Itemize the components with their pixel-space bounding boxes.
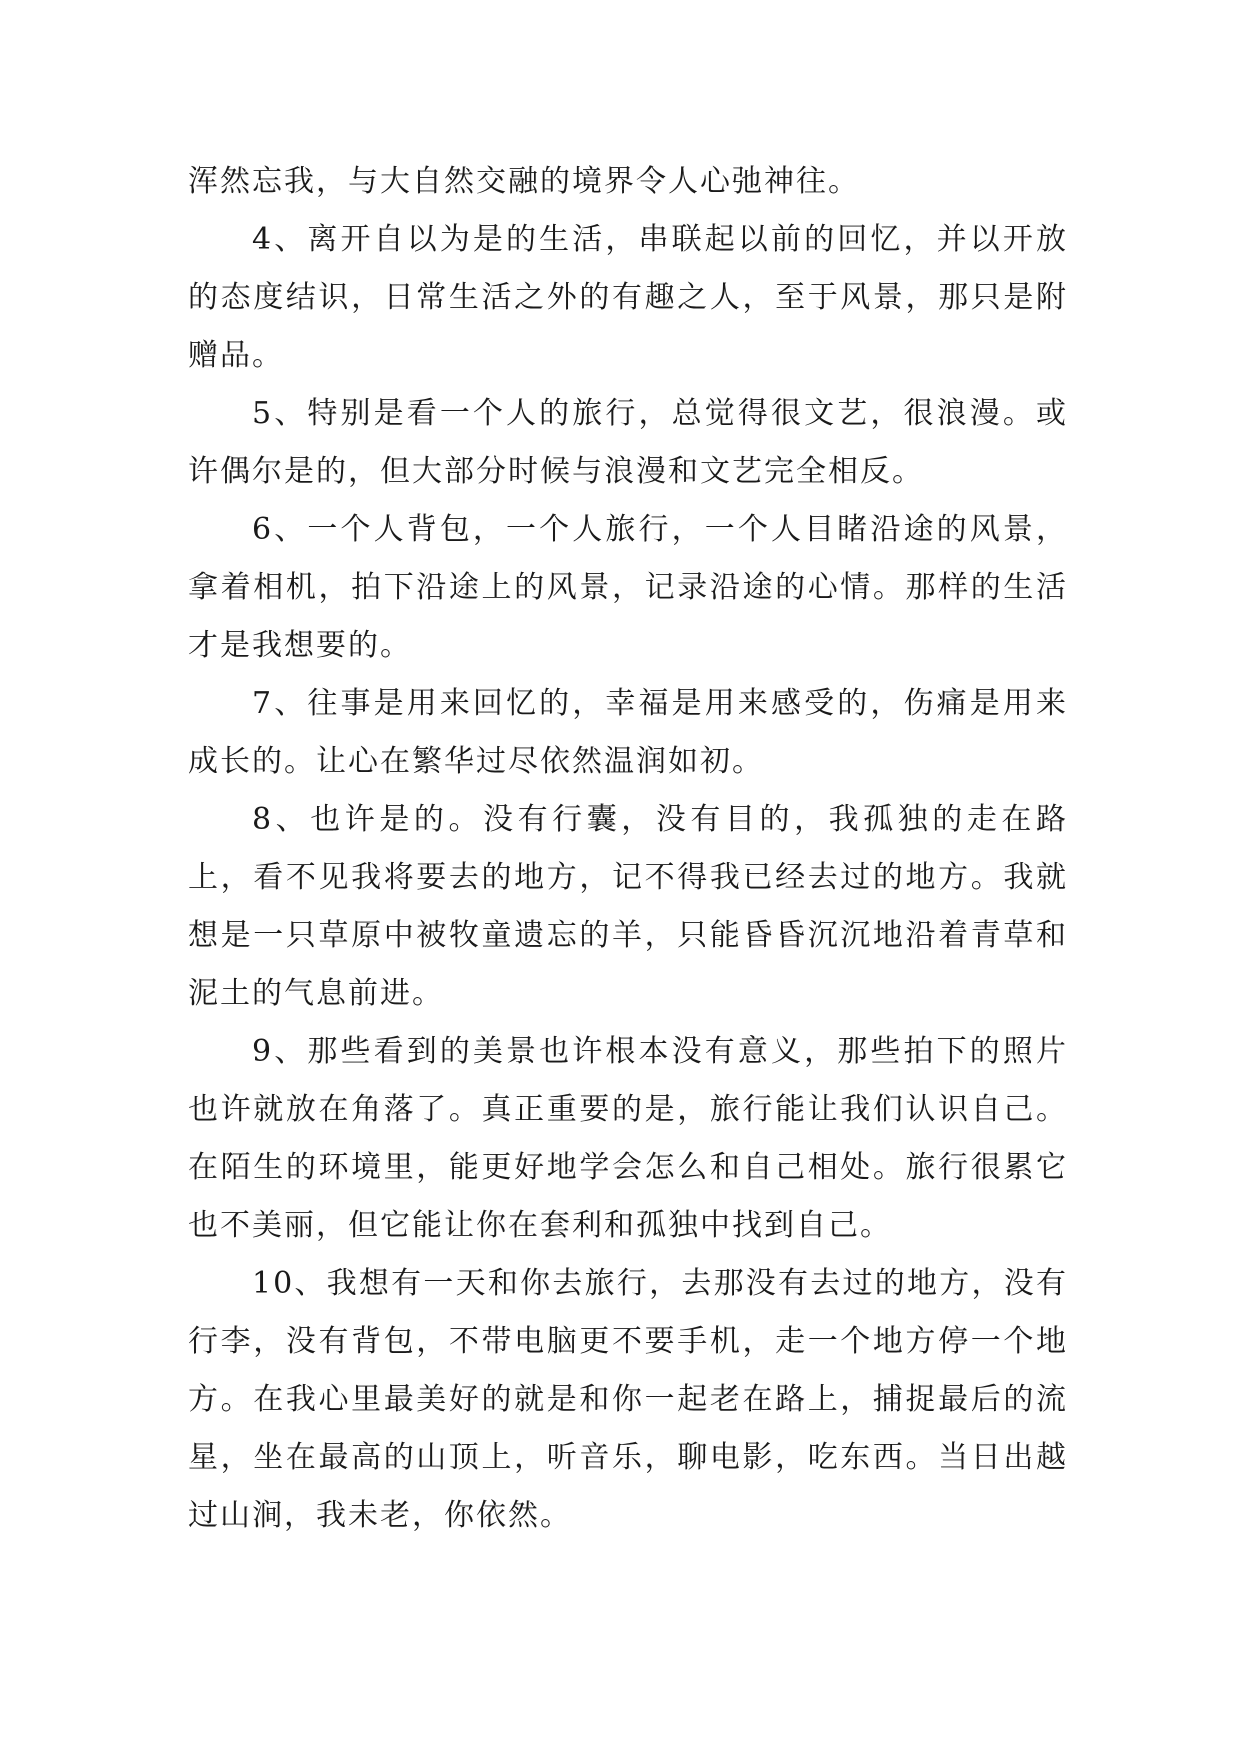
paragraph-item-6: 6、一个人背包，一个人旅行，一个人目睹沿途的风景，拿着相机，拍下沿途上的风景，记录沿途的心情。那样的生活才是我想要的。 — [188, 512, 1068, 663]
paragraph-continuation: 浑然忘我，与大自然交融的境界令人心弛神往。 — [188, 164, 860, 199]
paragraph-item-7: 7、往事是用来回忆的，幸福是用来感受的，伤痛是用来成长的。让心在繁华过尽依然温润如初。 — [188, 686, 1068, 779]
paragraph-item-5: 5、特别是看一个人的旅行，总觉得很文艺，很浪漫。或许偶尔是的，但大部分时候与浪漫和文艺完全相反。 — [188, 396, 1068, 489]
document-body — [188, 153, 1068, 1545]
paragraph-item-10: 10、我想有一天和你去旅行，去那没有去过的地方，没有行李，没有背包，不带电脑更不要手机，走一个地方停一个地方。在我心里最美好的就是和你一起老在路上，捕捉最后的流星，坐在最高的山顶上，听音乐，聊电影，吃东西。当日出越过山涧，我未老，你依然。 — [188, 1266, 1068, 1533]
paragraph-item-8: 8、也许是的。没有行囊，没有目的，我孤独的走在路上，看不见我将要去的地方，记不得我已经去过的地方。我就想是一只草原中被牧童遗忘的羊，只能昏昏沉沉地沿着青草和泥土的气息前进。 — [188, 802, 1068, 1011]
paragraph-item-4: 4、离开自以为是的生活，串联起以前的回忆，并以开放的态度结识，日常生活之外的有趣之人，至于风景，那只是附赠品。 — [188, 222, 1068, 373]
paragraph-item-9: 9、那些看到的美景也许根本没有意义，那些拍下的照片也许就放在角落了。真正重要的是，旅行能让我们认识自己。在陌生的环境里，能更好地学会怎么和自己相处。旅行很累它也不美丽，但它能让你在套利和孤独中找到自己。 — [188, 1034, 1068, 1243]
